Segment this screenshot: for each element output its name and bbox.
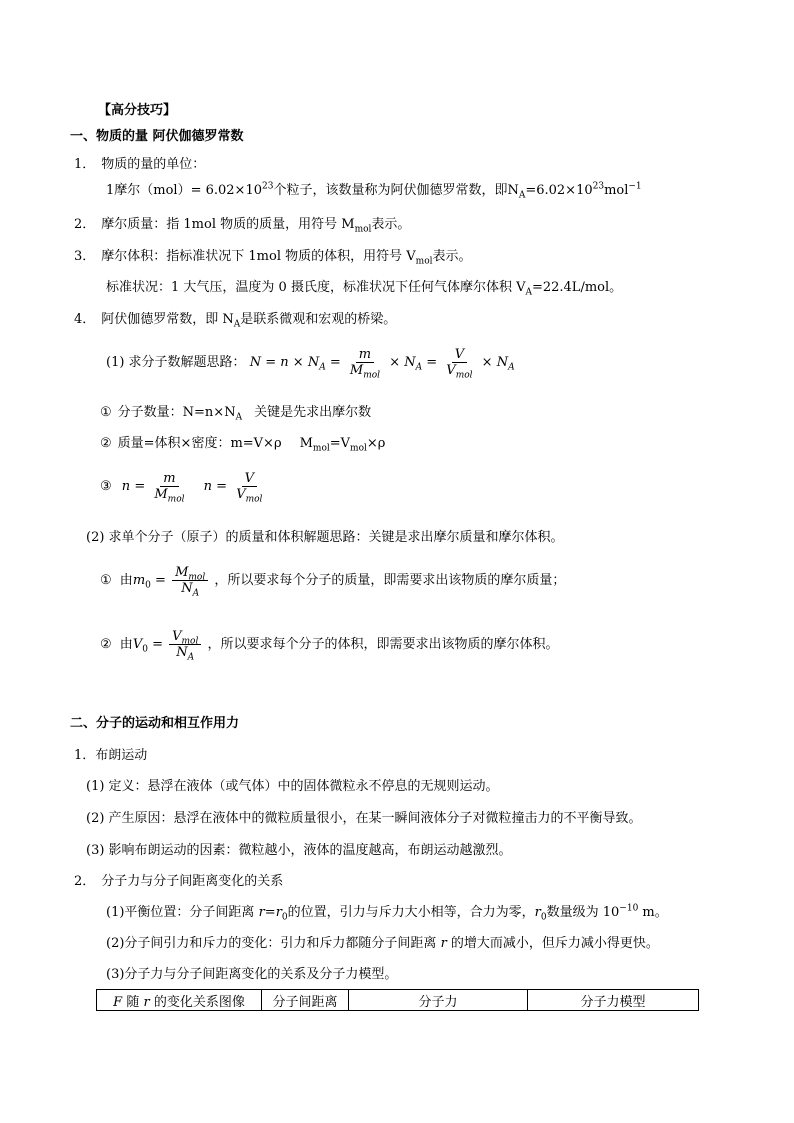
d2-mark: ② [100, 637, 112, 652]
c3-frac-m-den [151, 487, 187, 505]
d1-frac-den [178, 581, 202, 599]
circle-2-text-c: =V [329, 436, 351, 451]
item-1-number: 1． [74, 157, 96, 172]
section-1-heading: 一、物质的量 阿伏伽德罗常数 [70, 129, 244, 144]
d1-m0-sub: 0 [145, 580, 151, 591]
formula-1-times-1: × [292, 355, 304, 370]
table-header-model: 分子力模型 [528, 990, 699, 1011]
q1-c: 的位置，引力与斥力大小相等，合力为零， [287, 905, 535, 920]
c3-frac-v-den-V: V [236, 487, 246, 502]
d1-text: ，所以要求每个分子的质量，即需要求出该物质的摩尔质量； [214, 573, 566, 588]
section-2-heading: 二、分子的运动和相互作用力 [70, 716, 240, 731]
q1-a: (1)平衡位置：分子间距离 [106, 905, 259, 920]
item-1-body-text-d: mol [604, 183, 629, 198]
item-3-number: 3． [74, 249, 96, 264]
item-1-body-text-c: =6.02×10 [525, 183, 593, 198]
page-title: 【高分技巧】 [98, 103, 177, 118]
item-4-text-a: 阿伏伽德罗常数，即 N [101, 312, 234, 327]
formula-1-fraction-m [347, 347, 383, 381]
q1-r0-b: r [534, 905, 541, 920]
circle-2-sub-1: mol [312, 443, 330, 454]
formula-1-eq-3: = [426, 355, 438, 370]
circle-1-sub: A [235, 412, 243, 423]
formula-1-NA-2: N [404, 355, 416, 370]
item-3-body-sub: A [525, 287, 532, 298]
q1-b: = [264, 905, 276, 920]
item-1-body [106, 183, 642, 199]
item-3-text-a: 摩尔体积：指标准状况下 1mol 物质的体积，用符号 V [101, 249, 416, 264]
formula-1-times-2: × [389, 355, 401, 370]
circle-item-1 [100, 405, 371, 421]
d1-fraction [172, 565, 208, 599]
circle-item-3 [100, 470, 267, 504]
q1-r0-b-sub: 0 [540, 912, 547, 923]
d1-frac-den-N: N [181, 581, 193, 596]
d2-V0: V [132, 637, 143, 652]
c3-fraction-m [151, 471, 187, 505]
item-1-body-exp-1: 23 [262, 181, 274, 192]
q1-e: m。 [638, 905, 668, 920]
d1-frac-num-sub: mol [188, 572, 206, 583]
circle-item-d1 [100, 564, 565, 598]
formula-1-NA-2-sub: A [415, 362, 423, 373]
item-3 [74, 249, 472, 265]
item-2-text-b: 表示。 [371, 217, 411, 232]
d2-frac-num-sub: mol [181, 636, 199, 647]
formula-1-times-3: × [481, 355, 493, 370]
item-1-body-exp-2: 23 [592, 181, 605, 192]
frac-m-num: m [356, 347, 374, 363]
circle-mark-1: ① [100, 405, 112, 420]
d2-frac-den-sub: A [187, 652, 195, 663]
sec2-paragraph-2: (2) 产生原因：悬浮在液体中的微粒质量很小，在某一瞬间液体分子对微粒撞击力的不平衡导致。 [86, 811, 642, 826]
sec2-q2 [106, 936, 659, 952]
d2-frac-den [173, 645, 197, 663]
sec2-item-2-number: 2． [74, 874, 96, 889]
formula-1-label: (1) 求分子数解题思路： [106, 355, 246, 370]
circle-2-sub-2: mol [350, 443, 367, 454]
q2-b: 的增大而减小，但斥力减小得更快。 [446, 936, 659, 951]
circle-1-text-a: 分子数量：N=n×N [117, 405, 236, 420]
d2-frac-num-V: V [172, 629, 182, 644]
item-3-body-text-a: 标准状况：1 大气压，温度为 0 摄氏度，标准状况下任何气体摩尔体积 V [106, 280, 526, 295]
d1-frac-den-sub: A [192, 588, 200, 599]
item-3-body [106, 280, 622, 296]
sec2-item-2-text: 分子力与分子间距离变化的关系 [101, 874, 284, 889]
frac-v-den-V: V [446, 363, 456, 378]
item-4-sub: A [233, 319, 241, 330]
circle-2-text-a: 质量=体积×密度：m=V×ρ [117, 436, 282, 451]
frac-v-num: V [452, 347, 467, 363]
frac-m-den-sub: mol [363, 370, 381, 381]
d2-text: ，所以要求每个分子的体积，即需要求出该物质的摩尔体积。 [207, 637, 559, 652]
th1-r: r [143, 994, 150, 1010]
formula-1-NA-sub: A [319, 362, 326, 373]
d1-mark: ① [100, 573, 112, 588]
frac-v-den [443, 363, 475, 381]
item-2 [74, 217, 410, 233]
circle-item-2 [100, 436, 385, 452]
th1-F: F [113, 994, 123, 1010]
item-1-body-sub-a: A [518, 190, 526, 201]
c3-eq-1: = [134, 479, 146, 494]
circle-1-text-b: 关键是先求出摩尔数 [254, 405, 372, 420]
item-1-body-text-a: 1摩尔（mol）= 6.02×10 [106, 183, 262, 198]
q2-r: r [440, 936, 447, 951]
th1-d: 的变化关系图像 [149, 994, 245, 1010]
q1-d: 数量级为 10 [546, 905, 620, 920]
q2-a: (2)分子间引力和斥力的变化：引力和斥力都随分子间距离 [106, 936, 441, 951]
formula-1-NA-3: N [496, 355, 509, 370]
d2-by: 由 [119, 637, 133, 652]
d1-eq: = [155, 573, 166, 588]
circle-2-text-d: ×ρ [366, 436, 386, 451]
item-4-text-b: 是联系微观和宏观的桥梁。 [240, 312, 397, 327]
sec2-paragraph-1: (1) 定义：悬浮在液体（或气体）中的固体微粒永不停息的无规则运动。 [86, 779, 499, 794]
force-table [96, 989, 699, 1011]
item-3-body-text-b: =22.4L/mol。 [531, 280, 623, 295]
c3-frac-v-den-sub: mol [245, 494, 263, 505]
circle-2-text-b: M [299, 436, 313, 451]
c3-frac-v-num: V [242, 471, 257, 487]
item-1-body-exp-3: −1 [628, 181, 642, 192]
item-1-text: 物质的量的单位： [101, 157, 206, 172]
formula-molecule-count [106, 346, 515, 380]
q1-r0-sub: 0 [281, 912, 288, 923]
frac-v-den-sub: mol [455, 370, 473, 381]
item-2-text-a: 摩尔质量：指 1mol 物质的质量，用符号 M [101, 217, 355, 232]
sec2-q3: (3)分子力与分子间距离变化的关系及分子力模型。 [106, 967, 398, 982]
c3-frac-m-den-M: M [154, 487, 168, 502]
formula-1-NA-3-sub: A [508, 362, 515, 373]
paragraph-2: (2) 求单个分子（原子）的质量和体积解题思路：关键是求出摩尔质量和摩尔体积。 [86, 530, 564, 545]
frac-m-den [347, 363, 383, 381]
th1-b: 随 [122, 994, 144, 1010]
formula-1-eq-1: = [265, 355, 277, 370]
sec2-item-2 [74, 874, 283, 890]
item-3-sub: mol [415, 256, 433, 267]
d1-m0: m [132, 573, 146, 588]
c3-frac-m-num: m [160, 471, 178, 487]
d2-eq: = [152, 637, 163, 652]
c3-n: n [121, 479, 131, 494]
sec2-item-1: 1．布朗运动 [74, 748, 148, 763]
formula-1-fraction-v [443, 347, 475, 381]
q1-r0: r [275, 905, 282, 920]
table-header-graph [97, 990, 262, 1011]
table-header-distance: 分子间距离 [262, 990, 349, 1011]
d2-frac-den-N: N [176, 645, 188, 660]
formula-1-n: n [280, 355, 289, 370]
q1-r: r [258, 905, 265, 920]
c3-n-2: n [203, 479, 213, 494]
sec2-paragraph-3: (3) 影响布朗运动的因素：微粒越小，液体的温度越高，布朗运动越激烈。 [86, 843, 512, 858]
table-header-force: 分子力 [349, 990, 528, 1011]
c3-frac-m-den-sub: mol [167, 494, 185, 505]
item-4 [74, 312, 396, 328]
formula-1-NA: N [307, 355, 320, 370]
item-2-number: 2． [74, 217, 96, 232]
frac-m-den-M: M [349, 363, 364, 378]
formula-1-eq-2: = [329, 355, 341, 370]
item-1 [74, 157, 205, 173]
d1-by: 由 [119, 573, 133, 588]
item-4-number: 4． [74, 312, 96, 327]
circle-mark-2: ② [100, 436, 112, 451]
item-2-sub: mol [354, 224, 372, 235]
circle-item-d2 [100, 628, 559, 662]
formula-1-N: N [249, 355, 262, 370]
d1-frac-num [172, 565, 208, 581]
table-header-row [97, 990, 699, 1011]
d1-frac-num-M: M [175, 565, 189, 580]
item-1-body-text-b: 个粒子，该数量称为阿伏伽德罗常数，即N [273, 183, 519, 198]
circle-mark-3: ③ [100, 479, 112, 494]
q1-exp: −10 [619, 903, 639, 914]
item-3-text-b: 表示。 [432, 249, 472, 264]
c3-frac-v-den [233, 487, 265, 505]
d2-V0-sub: 0 [142, 644, 148, 655]
c3-eq-2: = [216, 479, 228, 494]
d2-fraction [169, 629, 201, 663]
sec2-q1 [106, 905, 668, 921]
c3-fraction-v [233, 471, 265, 505]
d2-frac-num [169, 629, 201, 645]
